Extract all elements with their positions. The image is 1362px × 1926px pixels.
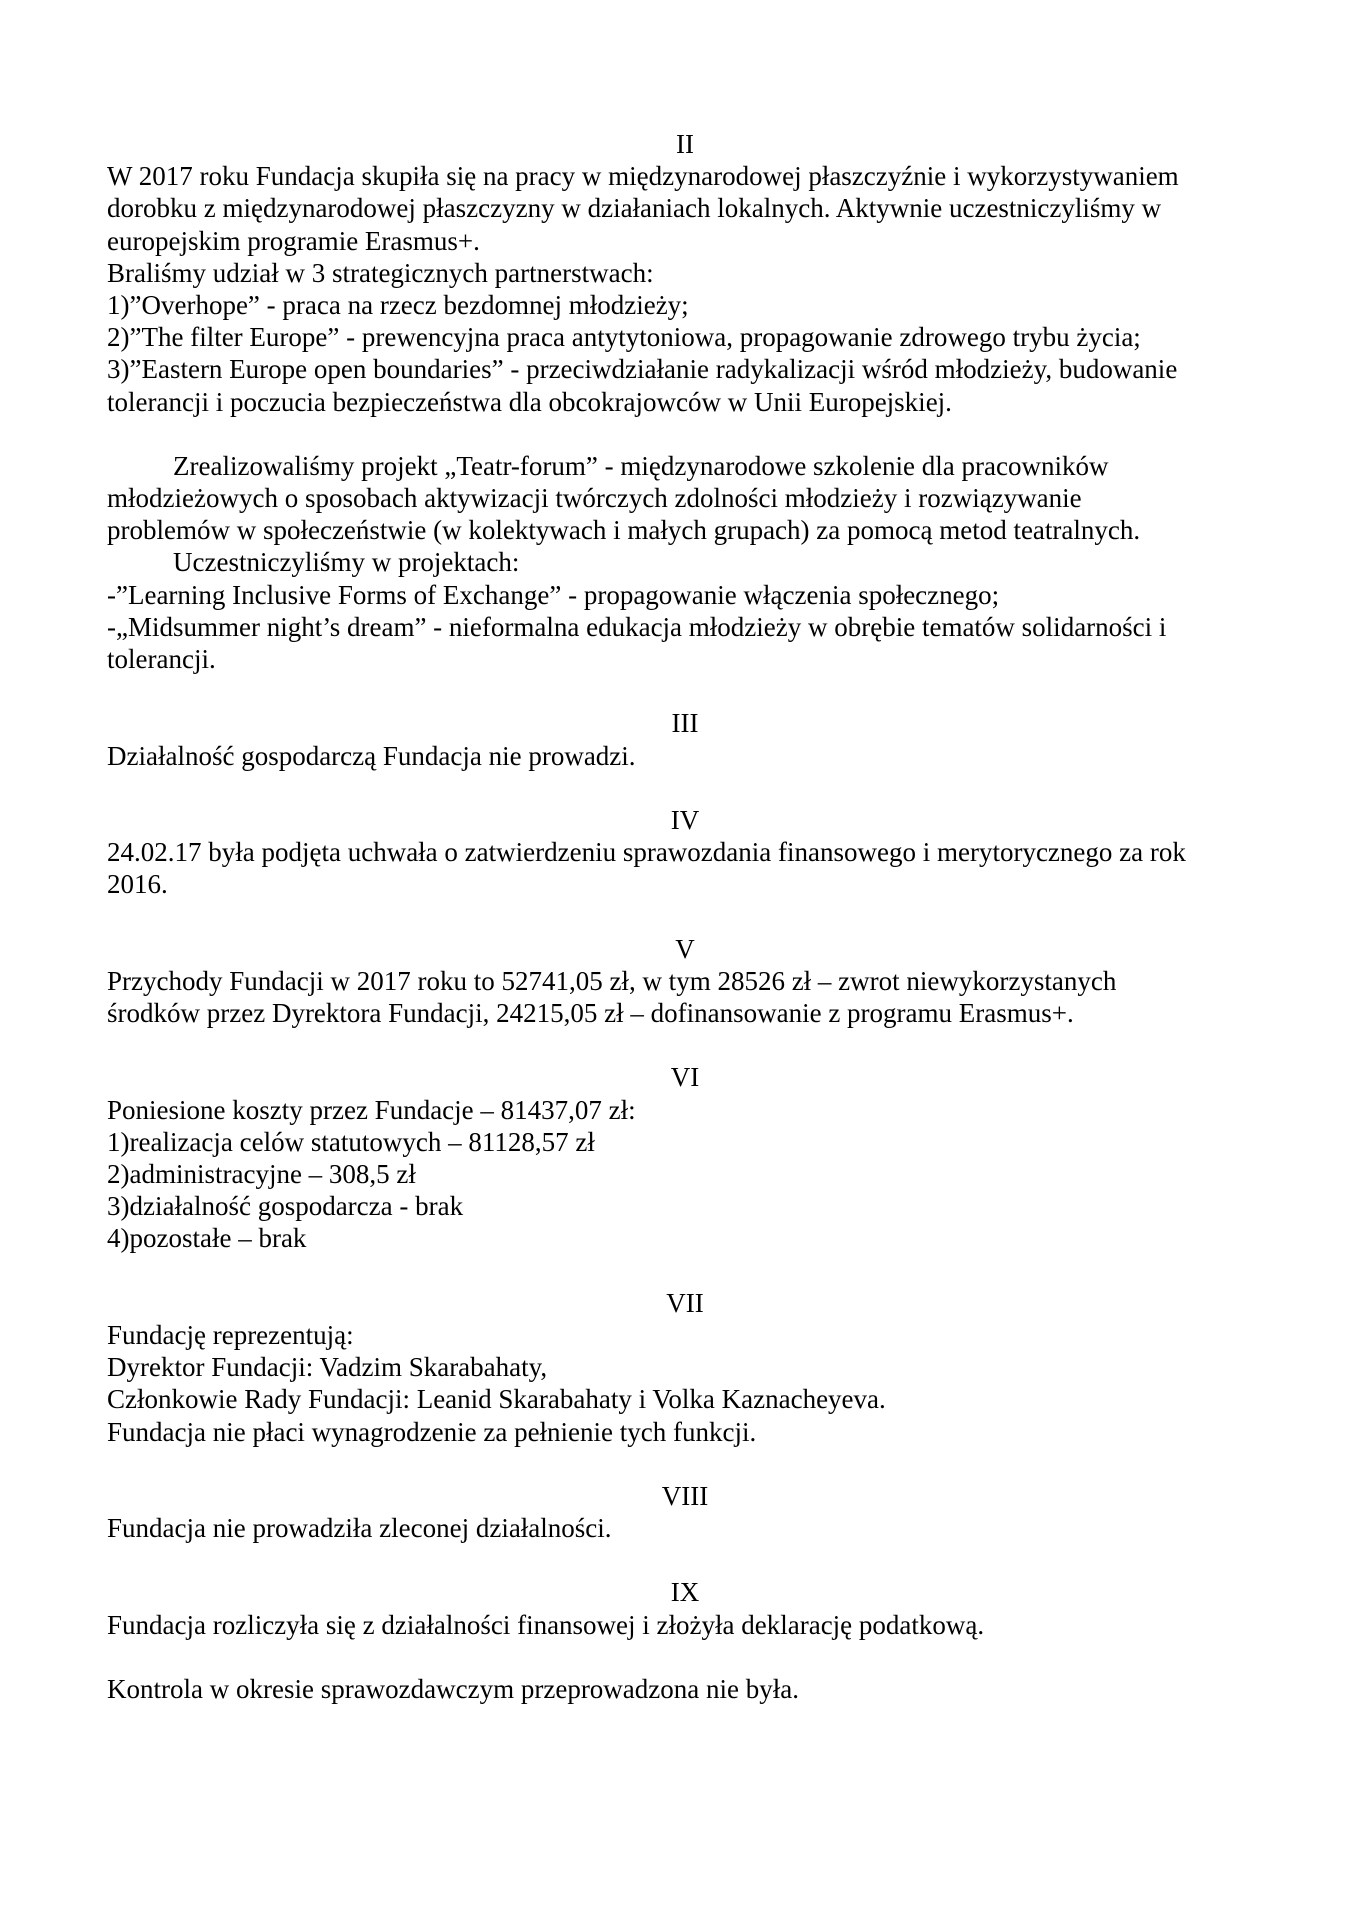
text-line: Fundację reprezentują:: [107, 1319, 354, 1350]
text-line: Dyrektor Fundacji: Vadzim Skarabahaty,: [107, 1352, 548, 1383]
text-line: tolerancji.: [107, 644, 216, 674]
text-line: 1)”Overhope” - praca na rzecz bezdomnej młodzieży;: [107, 289, 689, 320]
section-heading-iv: IV: [670, 804, 700, 835]
section-heading-ii: II: [676, 129, 694, 159]
section-heading-v: V: [675, 933, 695, 964]
text-line: -”Learning Inclusive Forms of Exchange” - propagowanie włączenia społecznego;: [107, 579, 1000, 610]
section-heading-vii: VII: [666, 1287, 704, 1318]
text-line: tolerancji i poczucia bezpieczeństwa dla obcokrajowców w Unii Europejskiej.: [107, 386, 952, 417]
section-heading-viii: VIII: [661, 1480, 709, 1511]
blank-line: [107, 1544, 1263, 1576]
text-line: Fundacja rozliczyła się z działalności finansowej i złożyła deklarację podatkową.: [107, 1609, 985, 1640]
blank-line: [107, 772, 1263, 804]
text-line: 2)”The filter Europe” - prewencyjna praca antytytoniowa, propagowanie zdrowego trybu życia;: [107, 322, 1141, 353]
blank-line: [107, 1641, 1263, 1673]
blank-line: [107, 418, 1263, 450]
text-line: problemów w społeczeństwie (w kolektywach i małych grupach) za pomocą metod teatralnych.: [107, 515, 1141, 546]
text-line: Poniesione koszty przez Fundacje – 81437,07 zł:: [107, 1094, 636, 1125]
text-line: 4)pozostałe – brak: [107, 1223, 307, 1254]
blank-line: [107, 1029, 1263, 1061]
section-heading-iii: III: [671, 708, 699, 739]
section-heading-vi: VI: [670, 1062, 700, 1093]
text-line: europejskim programie Erasmus+.: [107, 225, 480, 256]
text-line: Działalność gospodarczą Fundacja nie prowadzi.: [107, 740, 636, 771]
text-line: W 2017 roku Fundacja skupiła się na pracy w międzynarodowej płaszczyźnie i wykorzystywaniem: [107, 161, 1179, 192]
blank-line: [107, 901, 1263, 933]
text-line: Zrealizowaliśmy projekt „Teatr-forum” - międzynarodowe szkolenie dla pracowników: [173, 450, 1109, 481]
text-line: Braliśmy udział w 3 strategicznych partnerstwach:: [107, 257, 654, 288]
text-line: środków przez Dyrektora Fundacji, 24215,05 zł – dofinansowanie z programu Erasmus+.: [107, 998, 1074, 1029]
text-line: Fundacja nie płaci wynagrodzenie za pełnienie tych funkcji.: [107, 1416, 757, 1447]
blank-line: [107, 1255, 1263, 1287]
text-line: 1)realizacja celów statutowych – 81128,57 zł: [107, 1126, 595, 1157]
text-line: 3)”Eastern Europe open boundaries” - przeciwdziałanie radykalizacji wśród młodzieży, budowanie: [107, 354, 1178, 385]
text-line: Uczestniczyliśmy w projektach:: [173, 547, 520, 578]
text-line: Członkowie Rady Fundacji: Leanid Skarabahaty i Volka Kaznacheyeva.: [107, 1384, 886, 1415]
section-heading-ix: IX: [670, 1577, 700, 1608]
text-line: 3)działalność gospodarcza - brak: [107, 1191, 464, 1222]
text-line: 24.02.17 była podjęta uchwała o zatwierdzeniu sprawozdania finansowego i merytorycznego za rok: [107, 837, 1186, 868]
text-line: dorobku z międzynarodowej płaszczyzny w działaniach lokalnych. Aktywnie uczestniczyliśmy w: [107, 193, 1162, 224]
text-line: 2)administracyjne – 308,5 zł: [107, 1159, 416, 1189]
text-line: Kontrola w okresie sprawozdawczym przeprowadzona nie była.: [107, 1674, 799, 1704]
text-line: Fundacja nie prowadziła zleconej działalności.: [107, 1513, 612, 1544]
text-line: -„Midsummer night’s dream” - nieformalna edukacja młodzieży w obrębie tematów solidarności i: [107, 611, 1167, 642]
blank-line: [107, 675, 1263, 707]
blank-line: [107, 1448, 1263, 1480]
document-body: [107, 0, 1263, 1705]
text-line: młodzieżowych o sposobach aktywizacji twórczych zdolności młodzieży i rozwiązywanie: [107, 483, 1082, 514]
text-line: 2016.: [107, 869, 168, 900]
text-line: Przychody Fundacji w 2017 roku to 52741,05 zł, w tym 28526 zł – zwrot niewykorzystanych: [107, 965, 1117, 996]
